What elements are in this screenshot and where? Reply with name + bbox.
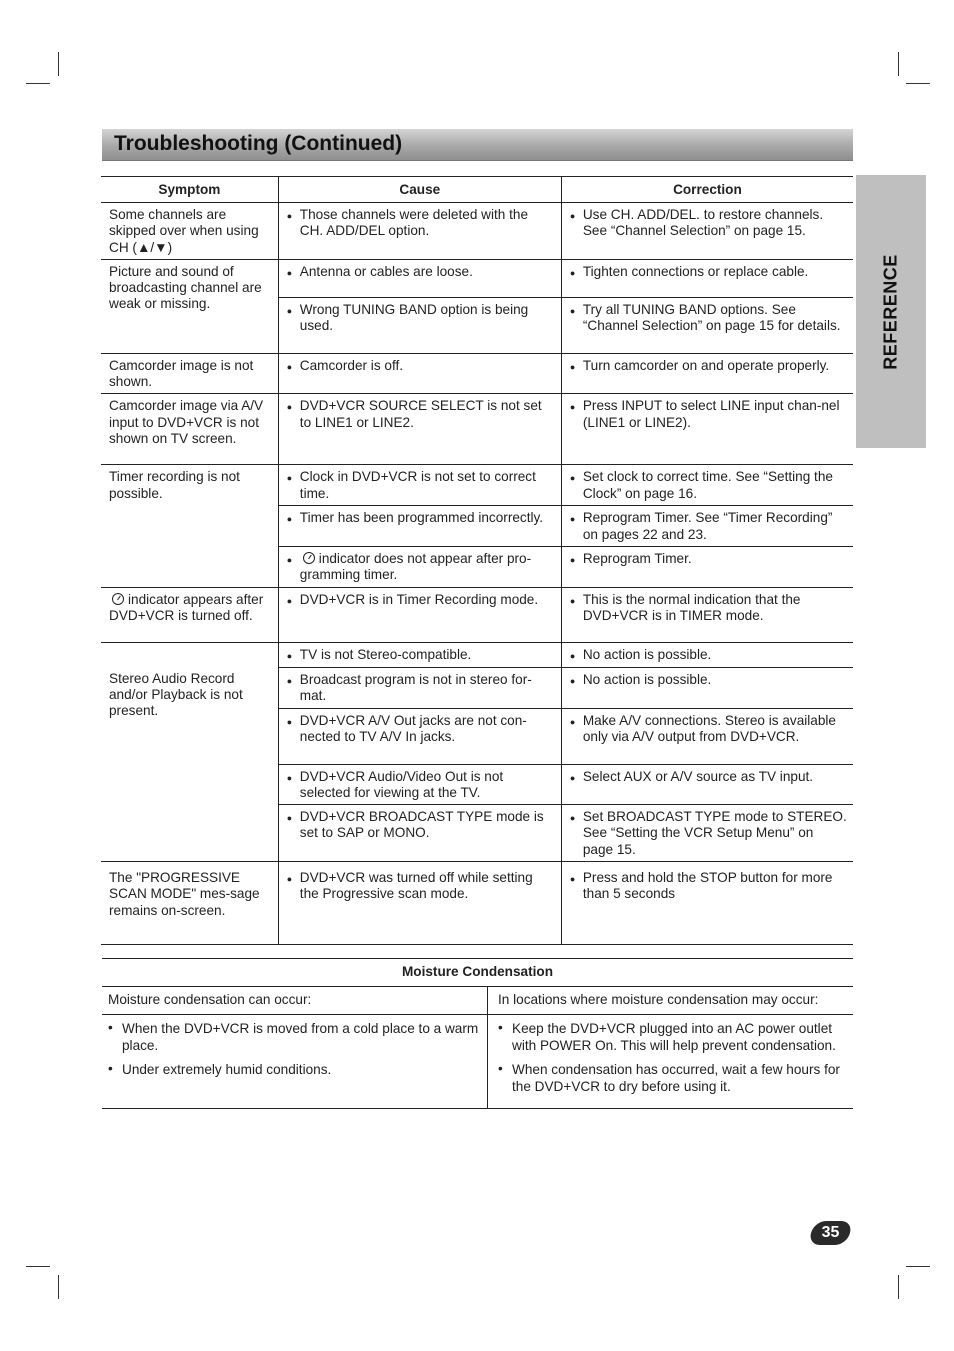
cause-cell: ● DVD+VCR was turned off while setting the Progressive scan mode. — [278, 862, 561, 945]
correction-cell: ● Try all TUNING BAND options. See “Channel Selection” on page 15 for details. — [561, 297, 853, 353]
table-header-row — [102, 959, 853, 987]
moisture-condensation-table — [102, 958, 853, 1109]
table-row — [101, 394, 853, 465]
cause-cell: ● Antenna or cables are loose. — [278, 259, 561, 297]
cause-cell: ● Camcorder is off. — [278, 353, 561, 394]
correction-cell: ● Use CH. ADD/DEL. to restore channels. See “Channel Selection” on page 15. — [561, 203, 853, 260]
moisture-right-header: In locations where moisture condensation may occur: — [488, 987, 854, 1015]
crop-mark — [898, 1275, 899, 1299]
cause-cell: ● DVD+VCR is in Timer Recording mode. — [278, 587, 561, 642]
correction-cell: ● No action is possible. — [561, 667, 853, 708]
page-number: 35 — [821, 1224, 840, 1241]
symptom-cell: The "PROGRESSIVE SCAN MODE" mes-sage remains on-screen. — [101, 862, 278, 945]
bullet-icon: ● — [569, 211, 576, 221]
table-row — [101, 465, 853, 506]
cause-cell: ● DVD+VCR SOURCE SELECT is not set to LINE1 or LINE2. — [278, 394, 561, 465]
symptom-cell: Camcorder image is not shown. — [101, 353, 278, 394]
symptom-cell: Some channels are skipped over when using CH (▲/▼) — [101, 203, 278, 260]
symptom-cell: Picture and sound of broadcasting channel are weak or missing. — [101, 259, 278, 353]
title-bar — [102, 129, 853, 161]
bullet-icon: • — [498, 1061, 503, 1077]
bullet-icon: • — [108, 1061, 113, 1077]
bullet-icon: ● — [286, 716, 293, 727]
correction-cell: ● Press INPUT to select LINE input chan-nel (LINE1 or LINE2). — [561, 394, 853, 465]
section-tab-label: REFERENCE — [880, 253, 901, 370]
correction-cell: ● Reprogram Timer. See “Timer Recording” on pages 22 and 23. — [561, 506, 853, 547]
symptom-cell: Camcorder image via A/V input to DVD+VCR is not shown on TV screen. — [101, 394, 278, 465]
correction-cell: ● Select AUX or A/V source as TV input. — [561, 764, 853, 805]
bullet-icon: ● — [286, 402, 293, 413]
bullet-icon: ● — [569, 473, 576, 484]
table-row — [101, 642, 853, 667]
cause-cell: ● Clock in DVD+VCR is not set to correct time. — [278, 465, 561, 506]
table-row — [101, 353, 853, 394]
bullet-icon: ● — [286, 675, 293, 686]
cause-cell: ● Timer has been programmed incorrectly. — [278, 506, 561, 547]
list-item: • Keep the DVD+VCR plugged into an AC power outlet with POWER On. This will help prevent condensation. — [498, 1020, 836, 1054]
correction-cell: ● Set clock to correct time. See “Setting the Clock” on page 16. — [561, 465, 853, 506]
cause-header: Cause — [278, 177, 561, 203]
table-row — [101, 203, 853, 260]
crop-mark — [58, 1275, 59, 1299]
bullet-icon: ● — [286, 305, 293, 316]
table-row — [102, 1015, 853, 1109]
table-row — [102, 987, 853, 1015]
correction-cell: ● Reprogram Timer. — [561, 547, 853, 588]
correction-cell: ● No action is possible. — [561, 642, 853, 667]
bullet-icon: ● — [286, 361, 293, 372]
bullet-icon: ● — [286, 772, 293, 783]
timer-icon — [112, 593, 124, 605]
cause-cell: ● Wrong TUNING BAND option is being used. — [278, 297, 561, 353]
cause-cell: ● TV is not Stereo-compatible. — [278, 642, 561, 667]
cause-cell: ● DVD+VCR BROADCAST TYPE mode is set to SAP or MONO. — [278, 805, 561, 862]
cause-cell: ● DVD+VCR Audio/Video Out is not selected for viewing at the TV. — [278, 764, 561, 805]
correction-cell: ● Make A/V connections. Stereo is available only via A/V output from DVD+VCR. — [561, 708, 853, 764]
bullet-icon: ● — [286, 555, 293, 566]
moisture-causes-cell — [102, 1015, 488, 1109]
moisture-locations-cell — [488, 1015, 854, 1109]
cause-cell: ● indicator does not appear after pro-gramming timer. — [278, 547, 561, 588]
list-item: • Under extremely humid conditions. — [108, 1061, 332, 1078]
cause-cell: ● Those channels were deleted with the CH. ADD/DEL option. — [278, 203, 561, 260]
bullet-icon: ● — [569, 650, 576, 661]
page-number-badge — [808, 1221, 853, 1245]
bullet-icon: ● — [286, 874, 293, 885]
bullet-icon: ● — [286, 813, 293, 824]
page-title: Troubleshooting (Continued) — [114, 132, 403, 155]
bullet-icon: • — [108, 1020, 113, 1036]
troubleshooting-table — [101, 176, 853, 945]
correction-cell: ● Press and hold the STOP button for more than 5 seconds — [561, 862, 853, 945]
bullet-icon: • — [498, 1020, 503, 1036]
crop-mark — [906, 83, 930, 84]
table-header-row — [101, 177, 853, 203]
bullet-icon: ● — [569, 874, 576, 885]
symptom-cell: Timer recording is not possible. — [101, 465, 278, 587]
crop-mark — [26, 1266, 50, 1267]
bullet-icon: ● — [569, 555, 576, 566]
symptom-header: Symptom — [101, 177, 278, 203]
list-item: • When condensation has occurred, wait a few hours for the DVD+VCR to dry before using it. — [498, 1061, 840, 1095]
bullet-icon: ● — [286, 650, 293, 661]
bullet-icon: ● — [569, 716, 576, 727]
moisture-title: Moisture Condensation — [102, 959, 853, 987]
moisture-left-header: Moisture condensation can occur: — [102, 987, 488, 1015]
cause-cell: ● DVD+VCR A/V Out jacks are not con-nected to TV A/V In jacks. — [278, 708, 561, 764]
cause-cell: ● Broadcast program is not in stereo for-mat. — [278, 667, 561, 708]
list-item: • When the DVD+VCR is moved from a cold place to a warm place. — [108, 1020, 479, 1054]
table-row — [101, 862, 853, 945]
table-row — [101, 587, 853, 642]
bullet-icon: ● — [286, 211, 293, 221]
bullet-icon: ● — [286, 473, 293, 484]
bullet-icon: ● — [569, 595, 576, 606]
bullet-icon: ● — [569, 402, 576, 413]
bullet-icon: ● — [569, 305, 576, 316]
correction-header: Correction — [561, 177, 853, 203]
bullet-icon: ● — [286, 267, 293, 278]
bullet-icon: ● — [569, 813, 576, 824]
crop-mark — [906, 1266, 930, 1267]
table-row — [101, 259, 853, 297]
bullet-icon: ● — [286, 595, 293, 606]
crop-mark — [58, 52, 59, 76]
bullet-icon: ● — [286, 514, 293, 525]
crop-mark — [26, 83, 50, 84]
section-tab — [856, 175, 926, 448]
bullet-icon: ● — [569, 675, 576, 686]
correction-cell: ● Turn camcorder on and operate properly. — [561, 353, 853, 394]
symptom-cell: indicator appears after DVD+VCR is turned off. — [101, 587, 278, 642]
bullet-icon: ● — [569, 267, 576, 278]
correction-cell: ● Tighten connections or replace cable. — [561, 259, 853, 297]
timer-icon — [303, 552, 315, 564]
symptom-cell: Stereo Audio Record and/or Playback is not present. — [101, 642, 278, 861]
bullet-icon: ● — [569, 772, 576, 783]
correction-cell: ● This is the normal indication that the DVD+VCR is in TIMER mode. — [561, 587, 853, 642]
bullet-icon: ● — [569, 514, 576, 525]
bullet-icon: ● — [569, 361, 576, 372]
crop-mark — [898, 52, 899, 76]
correction-cell: ● Set BROADCAST TYPE mode to STEREO. See “Setting the VCR Setup Menu” on page 15. — [561, 805, 853, 862]
